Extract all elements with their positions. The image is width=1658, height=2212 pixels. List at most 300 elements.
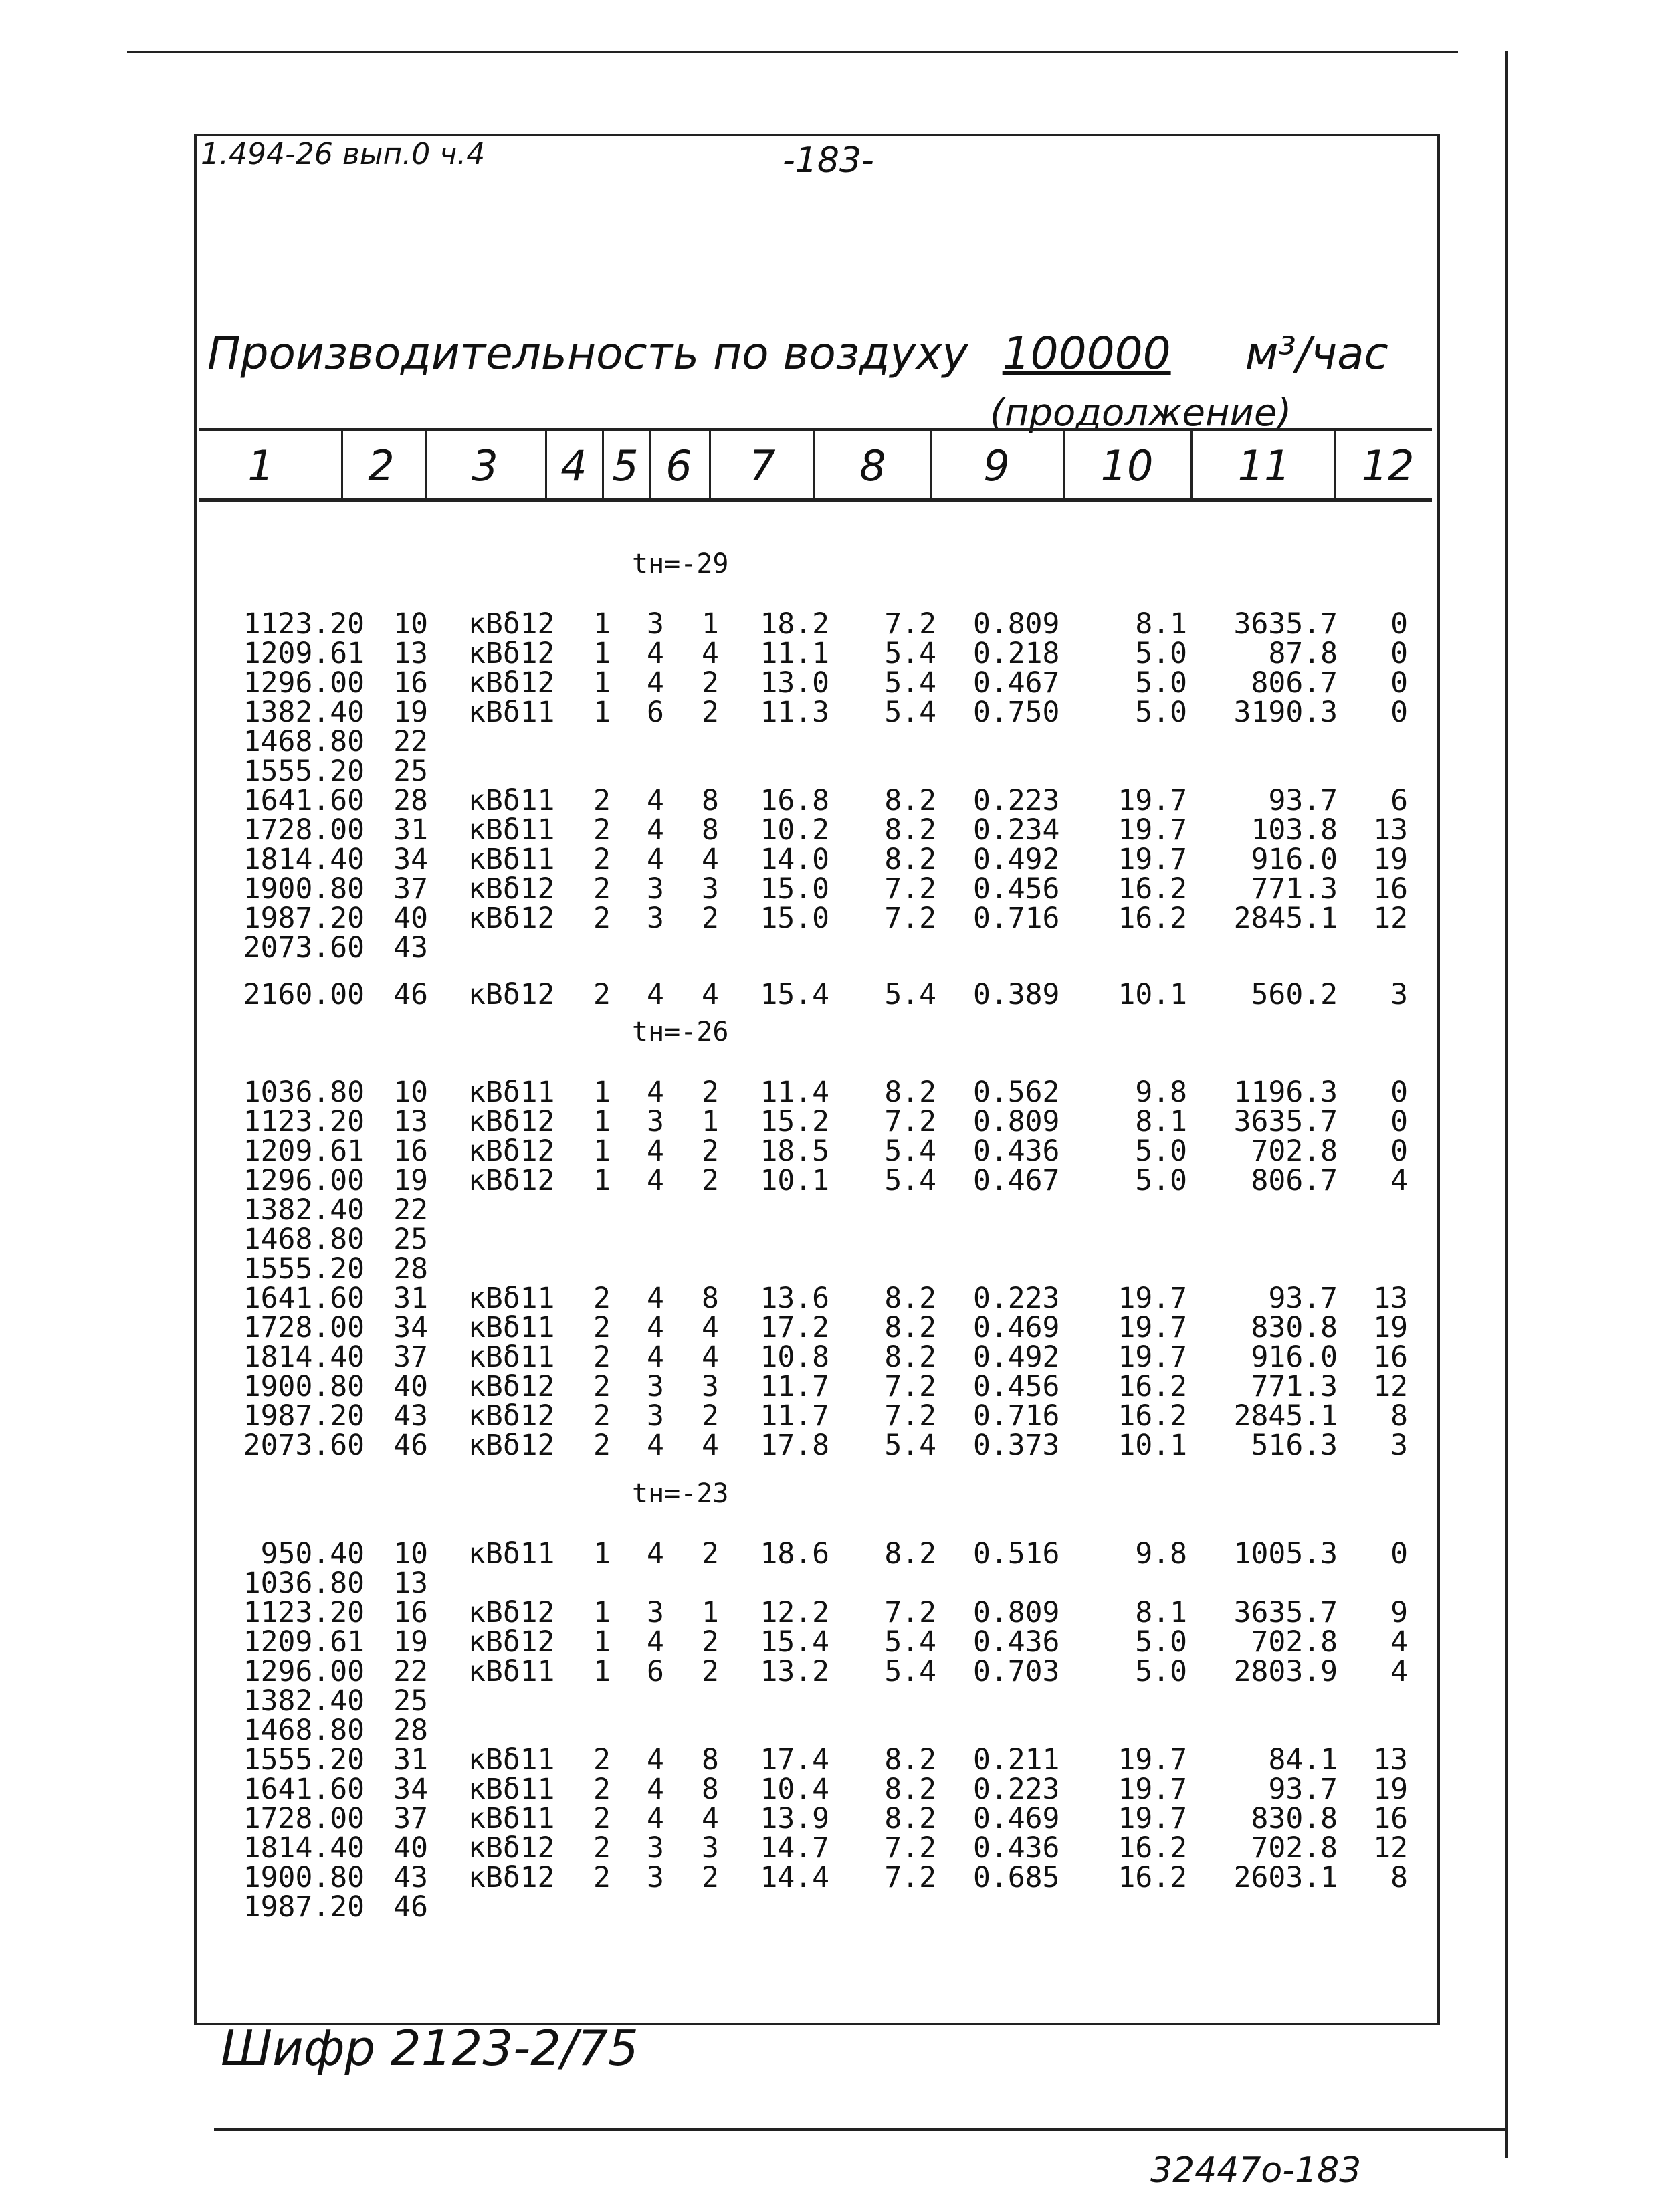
table-cell-col-9: 0.716 [973, 1399, 1060, 1433]
table-cell-col-4: 2 [593, 1802, 611, 1835]
table-cell-col-12: 0 [1390, 1076, 1408, 1109]
table-cell-col-3: кВδ12 [468, 1105, 555, 1138]
table-cell-col-1: 1468.80 [243, 725, 365, 759]
table-cell-col-5: 4 [647, 1076, 664, 1109]
table-cell-col-11: 830.8 [1251, 1311, 1338, 1344]
table-cell-col-5: 4 [647, 1625, 664, 1659]
table-cell-col-6: 1 [702, 607, 719, 641]
table-cell-col-3: кВδ12 [468, 1134, 555, 1168]
cipher-label: Шифр 2123-2/75 [221, 2020, 639, 2076]
table-cell-col-1: 1814.40 [243, 843, 365, 876]
table-cell-col-10: 19.7 [1118, 1802, 1187, 1835]
table-cell-col-5: 4 [647, 978, 664, 1011]
table-cell-col-1: 1555.20 [243, 1252, 365, 1286]
table-cell-col-11: 702.8 [1251, 1831, 1338, 1865]
table-cell-col-8: 5.4 [884, 978, 936, 1011]
table-cell-col-12: 13 [1373, 1282, 1408, 1315]
table-cell-col-1: 1296.00 [243, 1655, 365, 1688]
table-cell-col-11: 2845.1 [1233, 1399, 1338, 1433]
table-cell-col-4: 1 [593, 1537, 611, 1571]
table-cell-col-11: 771.3 [1251, 1370, 1338, 1403]
table-cell-col-2: 34 [393, 843, 428, 876]
table-cell-col-12: 0 [1390, 1537, 1408, 1571]
table-cell-col-12: 16 [1373, 1802, 1408, 1835]
table-cell-col-2: 16 [393, 666, 428, 700]
table-cell-col-12: 0 [1390, 696, 1408, 729]
table-cell-col-9: 0.211 [973, 1743, 1060, 1777]
table-cell-col-4: 2 [593, 1743, 611, 1777]
table-cell-col-10: 16.2 [1118, 902, 1187, 935]
table-cell-col-10: 16.2 [1118, 1861, 1187, 1894]
table-cell-col-12: 19 [1373, 843, 1408, 876]
table-cell-col-1: 1641.60 [243, 1282, 365, 1315]
table-cell-col-2: 10 [393, 1537, 428, 1571]
heading-prefix: Производительность по воздуху [207, 328, 968, 379]
column-number-5: 5 [612, 441, 639, 490]
table-cell-col-1: 1987.20 [243, 902, 365, 935]
table-cell-col-4: 1 [593, 1134, 611, 1168]
table-cell-col-9: 0.562 [973, 1076, 1060, 1109]
table-cell-col-7: 10.1 [760, 1164, 829, 1197]
table-cell-col-11: 87.8 [1268, 637, 1338, 670]
column-number-11: 11 [1237, 441, 1291, 490]
table-cell-col-9: 0.234 [973, 813, 1060, 847]
column-separator [341, 428, 343, 500]
table-cell-col-6: 4 [702, 978, 719, 1011]
table-cell-col-10: 5.0 [1135, 696, 1187, 729]
table-cell-col-11: 3190.3 [1233, 696, 1338, 729]
table-cell-col-6: 8 [702, 1282, 719, 1315]
table-cell-col-11: 93.7 [1268, 1773, 1338, 1806]
table-cell-col-1: 1641.60 [243, 1773, 365, 1806]
table-cell-col-10: 5.0 [1135, 1164, 1187, 1197]
table-cell-col-3: кВδ12 [468, 1596, 555, 1629]
table-cell-col-8: 8.2 [884, 1537, 936, 1571]
table-cell-col-6: 4 [702, 1429, 719, 1462]
table-cell-col-1: 2073.60 [243, 931, 365, 965]
table-cell-col-8: 5.4 [884, 696, 936, 729]
table-cell-col-3: кВδ12 [468, 666, 555, 700]
table-cell-col-5: 6 [647, 1655, 664, 1688]
table-cell-col-6: 4 [702, 1311, 719, 1344]
table-cell-col-10: 9.8 [1135, 1537, 1187, 1571]
table-cell-col-5: 3 [647, 872, 664, 906]
table-cell-col-11: 2803.9 [1233, 1655, 1338, 1688]
table-cell-col-11: 1196.3 [1233, 1076, 1338, 1109]
table-cell-col-2: 22 [393, 1193, 428, 1227]
table-cell-col-3: кВδ12 [468, 1429, 555, 1462]
table-cell-col-5: 3 [647, 1596, 664, 1629]
column-separator [709, 428, 711, 500]
table-cell-col-9: 0.809 [973, 1105, 1060, 1138]
table-cell-col-7: 15.0 [760, 872, 829, 906]
table-cell-col-11: 702.8 [1251, 1134, 1338, 1168]
table-cell-col-8: 5.4 [884, 1625, 936, 1659]
table-cell-col-12: 3 [1390, 978, 1408, 1011]
table-cell-col-10: 19.7 [1118, 784, 1187, 817]
table-cell-col-9: 0.436 [973, 1625, 1060, 1659]
table-cell-col-8: 8.2 [884, 843, 936, 876]
table-cell-col-6: 8 [702, 1743, 719, 1777]
table-cell-col-10: 19.7 [1118, 813, 1187, 847]
table-cell-col-1: 1468.80 [243, 1223, 365, 1256]
table-cell-col-5: 3 [647, 902, 664, 935]
table-cell-col-7: 12.2 [760, 1596, 829, 1629]
table-cell-col-1: 1209.61 [243, 1625, 365, 1659]
column-number-6: 6 [665, 441, 692, 490]
table-cell-col-10: 8.1 [1135, 1596, 1187, 1629]
table-cell-col-9: 0.809 [973, 607, 1060, 641]
column-number-10: 10 [1100, 441, 1154, 490]
table-cell-col-10: 16.2 [1118, 1370, 1187, 1403]
table-cell-col-6: 8 [702, 1773, 719, 1806]
table-cell-col-7: 15.4 [760, 978, 829, 1011]
table-cell-col-1: 950.40 [260, 1537, 365, 1571]
table-cell-col-7: 10.2 [760, 813, 829, 847]
table-cell-col-4: 1 [593, 1625, 611, 1659]
table-cell-col-7: 18.6 [760, 1537, 829, 1571]
table-cell-col-7: 15.0 [760, 902, 829, 935]
column-separator [1190, 428, 1193, 500]
table-cell-col-2: 13 [393, 637, 428, 670]
table-cell-col-1: 1123.20 [243, 607, 365, 641]
table-cell-col-7: 11.7 [760, 1399, 829, 1433]
table-cell-col-6: 2 [702, 1655, 719, 1688]
table-cell-col-2: 13 [393, 1105, 428, 1138]
table-cell-col-7: 15.4 [760, 1625, 829, 1659]
table-cell-col-2: 31 [393, 813, 428, 847]
table-cell-col-2: 22 [393, 725, 428, 759]
table-cell-col-2: 46 [393, 978, 428, 1011]
document-code: 1.494-26 вып.0 ч.4 [201, 137, 486, 171]
table-cell-col-10: 19.7 [1118, 1743, 1187, 1777]
table-cell-col-12: 8 [1390, 1399, 1408, 1433]
table-cell-col-8: 8.2 [884, 1340, 936, 1374]
table-cell-col-8: 8.2 [884, 1282, 936, 1315]
table-cell-col-2: 46 [393, 1429, 428, 1462]
table-cell-col-10: 16.2 [1118, 872, 1187, 906]
table-cell-col-9: 0.469 [973, 1311, 1060, 1344]
table-cell-col-2: 19 [393, 1625, 428, 1659]
table-cell-col-1: 1728.00 [243, 1311, 365, 1344]
table-cell-col-7: 11.1 [760, 637, 829, 670]
table-cell-col-8: 7.2 [884, 1831, 936, 1865]
table-cell-col-12: 9 [1390, 1596, 1408, 1629]
table-cell-col-11: 3635.7 [1233, 1596, 1338, 1629]
table-cell-col-9: 0.750 [973, 696, 1060, 729]
table-cell-col-3: кВδ11 [468, 1311, 555, 1344]
table-cell-col-8: 7.2 [884, 1105, 936, 1138]
table-cell-col-9: 0.467 [973, 1164, 1060, 1197]
table-cell-col-8: 7.2 [884, 902, 936, 935]
table-cell-col-10: 5.0 [1135, 1655, 1187, 1688]
table-cell-col-12: 4 [1390, 1164, 1408, 1197]
table-cell-col-10: 10.1 [1118, 978, 1187, 1011]
table-cell-col-5: 6 [647, 696, 664, 729]
table-cell-col-9: 0.492 [973, 1340, 1060, 1374]
header-top-rule [199, 428, 1432, 431]
table-cell-col-11: 830.8 [1251, 1802, 1338, 1835]
table-cell-col-1: 1123.20 [243, 1105, 365, 1138]
table-cell-col-6: 4 [702, 843, 719, 876]
table-cell-col-10: 5.0 [1135, 1625, 1187, 1659]
outer-frame-bottom-line [214, 2128, 1505, 2131]
table-cell-col-1: 1382.40 [243, 696, 365, 729]
table-cell-col-9: 0.467 [973, 666, 1060, 700]
table-cell-col-12: 0 [1390, 637, 1408, 670]
table-cell-col-1: 1814.40 [243, 1831, 365, 1865]
table-cell-col-1: 1900.80 [243, 1861, 365, 1894]
table-cell-col-8: 8.2 [884, 813, 936, 847]
table-cell-col-6: 2 [702, 666, 719, 700]
table-cell-col-3: кВδ12 [468, 607, 555, 641]
table-cell-col-11: 916.0 [1251, 1340, 1338, 1374]
table-cell-col-9: 0.516 [973, 1537, 1060, 1571]
section-title: tн=-26 [632, 1017, 729, 1047]
table-cell-col-5: 4 [647, 1311, 664, 1344]
table-cell-col-8: 8.2 [884, 1311, 936, 1344]
table-cell-col-12: 0 [1390, 666, 1408, 700]
table-cell-col-4: 2 [593, 1370, 611, 1403]
table-cell-col-4: 2 [593, 813, 611, 847]
table-cell-col-1: 1728.00 [243, 1802, 365, 1835]
table-cell-col-11: 806.7 [1251, 666, 1338, 700]
table-cell-col-4: 2 [593, 1399, 611, 1433]
table-cell-col-2: 10 [393, 607, 428, 641]
table-cell-col-2: 34 [393, 1773, 428, 1806]
table-cell-col-9: 0.389 [973, 978, 1060, 1011]
table-cell-col-11: 702.8 [1251, 1625, 1338, 1659]
table-cell-col-11: 103.8 [1251, 813, 1338, 847]
table-cell-col-11: 2845.1 [1233, 902, 1338, 935]
table-cell-col-7: 11.7 [760, 1370, 829, 1403]
table-cell-col-2: 40 [393, 1831, 428, 1865]
table-cell-col-11: 560.2 [1251, 978, 1338, 1011]
table-cell-col-9: 0.703 [973, 1655, 1060, 1688]
table-cell-col-10: 16.2 [1118, 1831, 1187, 1865]
table-cell-col-8: 8.2 [884, 1076, 936, 1109]
table-cell-col-8: 5.4 [884, 1164, 936, 1197]
table-cell-col-12: 0 [1390, 1105, 1408, 1138]
table-cell-col-1: 1555.20 [243, 755, 365, 788]
table-cell-col-5: 3 [647, 1831, 664, 1865]
table-cell-col-5: 4 [647, 1743, 664, 1777]
table-cell-col-5: 4 [647, 1134, 664, 1168]
table-cell-col-8: 7.2 [884, 1596, 936, 1629]
table-cell-col-1: 1123.20 [243, 1596, 365, 1629]
table-cell-col-1: 2073.60 [243, 1429, 365, 1462]
table-cell-col-2: 31 [393, 1743, 428, 1777]
table-cell-col-7: 16.8 [760, 784, 829, 817]
table-cell-col-11: 93.7 [1268, 784, 1338, 817]
table-cell-col-2: 28 [393, 1714, 428, 1747]
column-number-3: 3 [472, 441, 498, 490]
airflow-unit: м³/час [1245, 328, 1388, 379]
table-cell-col-1: 1209.61 [243, 637, 365, 670]
table-cell-col-5: 4 [647, 1802, 664, 1835]
table-cell-col-1: 1036.80 [243, 1076, 365, 1109]
table-cell-col-3: кВδ11 [468, 784, 555, 817]
table-cell-col-7: 18.2 [760, 607, 829, 641]
section-title: tн=-29 [632, 548, 729, 579]
table-cell-col-6: 1 [702, 1105, 719, 1138]
table-cell-col-8: 7.2 [884, 872, 936, 906]
table-cell-col-12: 16 [1373, 1340, 1408, 1374]
table-cell-col-2: 37 [393, 1340, 428, 1374]
column-number-12: 12 [1361, 441, 1415, 490]
table-cell-col-3: кВδ12 [468, 872, 555, 906]
table-cell-col-7: 14.0 [760, 843, 829, 876]
table-cell-col-7: 17.4 [760, 1743, 829, 1777]
table-cell-col-12: 19 [1373, 1311, 1408, 1344]
table-cell-col-8: 7.2 [884, 607, 936, 641]
table-cell-col-5: 4 [647, 813, 664, 847]
table-cell-col-3: кВδ11 [468, 696, 555, 729]
table-cell-col-2: 25 [393, 1223, 428, 1256]
table-cell-col-8: 8.2 [884, 784, 936, 817]
table-cell-col-1: 1900.80 [243, 872, 365, 906]
table-cell-col-1: 1382.40 [243, 1193, 365, 1227]
table-cell-col-6: 2 [702, 1625, 719, 1659]
outer-frame-top-line [127, 51, 1458, 53]
table-cell-col-2: 28 [393, 1252, 428, 1286]
table-cell-col-10: 19.7 [1118, 1311, 1187, 1344]
table-heading [207, 328, 1388, 379]
table-cell-col-1: 1036.80 [243, 1567, 365, 1600]
table-cell-col-9: 0.436 [973, 1831, 1060, 1865]
table-cell-col-2: 10 [393, 1076, 428, 1109]
table-cell-col-6: 2 [702, 1399, 719, 1433]
table-cell-col-2: 34 [393, 1311, 428, 1344]
table-cell-col-9: 0.223 [973, 1282, 1060, 1315]
table-cell-col-6: 4 [702, 1340, 719, 1374]
table-cell-col-9: 0.492 [973, 843, 1060, 876]
table-cell-col-11: 516.3 [1251, 1429, 1338, 1462]
table-cell-col-1: 1382.40 [243, 1684, 365, 1718]
table-cell-col-4: 2 [593, 1831, 611, 1865]
table-cell-col-4: 1 [593, 1596, 611, 1629]
table-cell-col-9: 0.469 [973, 1802, 1060, 1835]
table-cell-col-9: 0.373 [973, 1429, 1060, 1462]
table-cell-col-4: 2 [593, 843, 611, 876]
table-cell-col-2: 19 [393, 1164, 428, 1197]
table-cell-col-6: 4 [702, 1802, 719, 1835]
table-cell-col-12: 12 [1373, 1831, 1408, 1865]
table-cell-col-7: 10.4 [760, 1773, 829, 1806]
continued-note: (продолжение) [990, 391, 1292, 435]
table-cell-col-12: 3 [1390, 1429, 1408, 1462]
table-cell-col-9: 0.218 [973, 637, 1060, 670]
table-cell-col-7: 15.2 [760, 1105, 829, 1138]
table-cell-col-1: 2160.00 [243, 978, 365, 1011]
table-cell-col-1: 1728.00 [243, 813, 365, 847]
table-cell-col-12: 13 [1373, 813, 1408, 847]
column-number-2: 2 [368, 441, 395, 490]
table-cell-col-12: 16 [1373, 872, 1408, 906]
table-cell-col-10: 5.0 [1135, 637, 1187, 670]
table-cell-col-11: 3635.7 [1233, 1105, 1338, 1138]
table-cell-col-4: 1 [593, 696, 611, 729]
table-cell-col-5: 3 [647, 1370, 664, 1403]
table-cell-col-4: 2 [593, 978, 611, 1011]
table-cell-col-11: 806.7 [1251, 1164, 1338, 1197]
table-cell-col-10: 9.8 [1135, 1076, 1187, 1109]
table-cell-col-6: 2 [702, 1076, 719, 1109]
table-cell-col-4: 2 [593, 1429, 611, 1462]
column-number-7: 7 [749, 441, 776, 490]
table-cell-col-3: кВδ12 [468, 1861, 555, 1894]
table-cell-col-9: 0.436 [973, 1134, 1060, 1168]
table-cell-col-3: кВδ12 [468, 637, 555, 670]
table-cell-col-12: 4 [1390, 1655, 1408, 1688]
table-cell-col-11: 2603.1 [1233, 1861, 1338, 1894]
table-cell-col-4: 1 [593, 1105, 611, 1138]
table-cell-col-5: 3 [647, 607, 664, 641]
table-cell-col-2: 46 [393, 1890, 428, 1924]
table-cell-col-7: 14.7 [760, 1831, 829, 1865]
table-cell-col-11: 771.3 [1251, 872, 1338, 906]
table-cell-col-10: 5.0 [1135, 666, 1187, 700]
table-cell-col-4: 2 [593, 1311, 611, 1344]
table-cell-col-3: кВδ11 [468, 1340, 555, 1374]
table-cell-col-12: 0 [1390, 607, 1408, 641]
table-cell-col-5: 3 [647, 1105, 664, 1138]
table-cell-col-9: 0.716 [973, 902, 1060, 935]
table-cell-col-4: 1 [593, 1076, 611, 1109]
table-cell-col-12: 12 [1373, 1370, 1408, 1403]
table-cell-col-6: 4 [702, 637, 719, 670]
column-separator [425, 428, 427, 500]
table-cell-col-2: 37 [393, 872, 428, 906]
table-cell-col-12: 0 [1390, 1134, 1408, 1168]
column-number-8: 8 [859, 441, 886, 490]
airflow-value: 100000 [1002, 328, 1171, 379]
table-cell-col-4: 1 [593, 1655, 611, 1688]
table-cell-col-4: 1 [593, 607, 611, 641]
table-cell-col-3: кВδ12 [468, 1399, 555, 1433]
table-cell-col-12: 13 [1373, 1743, 1408, 1777]
table-cell-col-1: 1900.80 [243, 1370, 365, 1403]
table-cell-col-1: 1641.60 [243, 784, 365, 817]
page-number: -183- [783, 140, 874, 181]
table-cell-col-6: 8 [702, 784, 719, 817]
table-cell-col-3: кВδ11 [468, 1743, 555, 1777]
table-cell-col-8: 8.2 [884, 1773, 936, 1806]
table-cell-col-4: 2 [593, 1861, 611, 1894]
table-cell-col-12: 6 [1390, 784, 1408, 817]
table-cell-col-6: 2 [702, 696, 719, 729]
table-cell-col-3: кВδ11 [468, 1282, 555, 1315]
table-cell-col-7: 18.5 [760, 1134, 829, 1168]
section-title: tн=-23 [632, 1478, 729, 1509]
table-cell-col-2: 22 [393, 1655, 428, 1688]
table-cell-col-7: 13.9 [760, 1802, 829, 1835]
table-cell-col-8: 5.4 [884, 637, 936, 670]
table-cell-col-6: 2 [702, 902, 719, 935]
table-cell-col-3: кВδ12 [468, 902, 555, 935]
table-cell-col-1: 1296.00 [243, 666, 365, 700]
table-cell-col-6: 3 [702, 872, 719, 906]
table-cell-col-4: 2 [593, 1773, 611, 1806]
table-cell-col-5: 4 [647, 637, 664, 670]
table-cell-col-2: 31 [393, 1282, 428, 1315]
column-separator [930, 428, 932, 500]
table-cell-col-5: 3 [647, 1861, 664, 1894]
table-cell-col-5: 4 [647, 1164, 664, 1197]
table-cell-col-7: 13.6 [760, 1282, 829, 1315]
table-cell-col-9: 0.456 [973, 1370, 1060, 1403]
table-cell-col-8: 8.2 [884, 1743, 936, 1777]
